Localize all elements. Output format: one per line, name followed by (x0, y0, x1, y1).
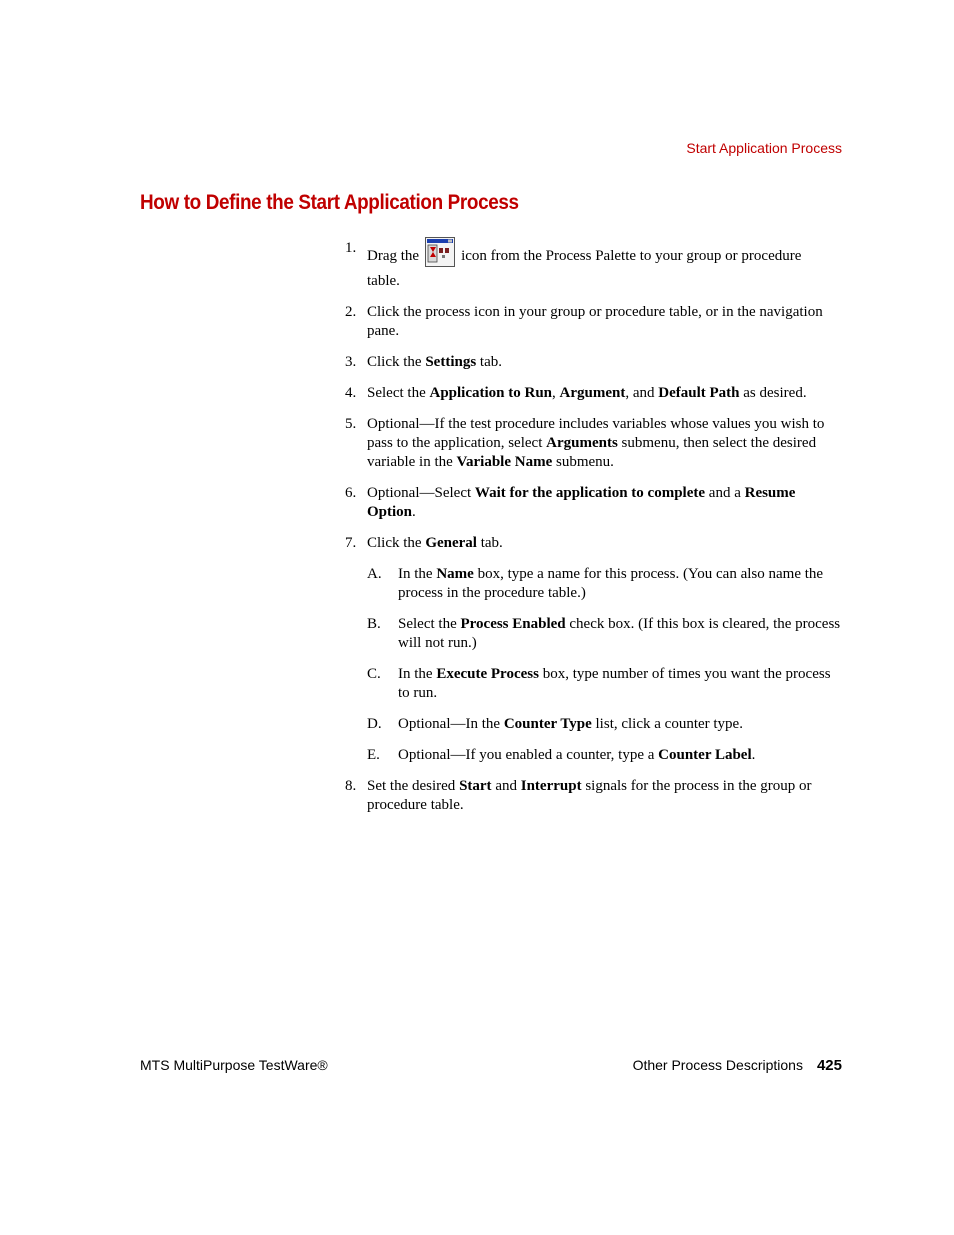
step-3 (345, 353, 845, 372)
section-heading: How to Define the Start Application Process (140, 191, 519, 214)
step-2 (345, 303, 845, 341)
step-text: icon from the Process Palette to your group or procedure (461, 248, 802, 264)
ui-term-arguments: Arguments (546, 435, 618, 451)
step-text: Click the (367, 535, 426, 551)
ui-term-process-enabled: Process Enabled (460, 616, 566, 632)
footer-chapter-title: Other Process Descriptions (632, 1057, 803, 1073)
ui-term-default-path: Default Path (658, 385, 740, 401)
substep-letter: E. (367, 747, 380, 763)
substeps (367, 565, 845, 765)
step-number: 7. (345, 535, 357, 551)
ui-term-counter-label: Counter Label (658, 747, 752, 763)
step-text: Click the (367, 354, 426, 370)
ui-term-counter-type: Counter Type (503, 716, 592, 732)
substep-e (367, 746, 845, 765)
step-text: Optional—If you enabled a counter, type a (398, 747, 659, 763)
substep-letter: B. (367, 616, 381, 632)
step-6 (345, 484, 845, 522)
footer-chapter (633, 1057, 842, 1074)
step-text: Drag the (367, 248, 420, 264)
step-number: 1. (345, 240, 357, 256)
ui-term-execute-process: Execute Process (436, 666, 539, 682)
ui-term-wait-for-application: Wait for the application to complete (474, 485, 706, 501)
step-number: 2. (345, 304, 357, 320)
step-text: Optional—Select (367, 485, 475, 501)
step-5 (345, 415, 845, 472)
step-text: Select the (398, 616, 461, 632)
step-text: and (491, 778, 521, 794)
ui-term-settings: Settings (425, 354, 477, 370)
substep-a (367, 565, 845, 603)
procedure-steps (345, 239, 845, 827)
step-text: In the (398, 566, 437, 582)
step-1 (345, 239, 845, 291)
substep-letter: A. (367, 566, 382, 582)
step-text: box, type a name for this process. (You can also name the process in the procedure table.) (398, 566, 824, 601)
step-text: Select the (367, 385, 430, 401)
ui-term-variable-name: Variable Name (456, 454, 553, 470)
step-text: . (412, 504, 416, 520)
step-text: and a (705, 485, 745, 501)
step-text: Optional—If the test procedure includes variables whose values you wish to pass to the application, select (367, 416, 825, 451)
running-head: Start Application Process (686, 140, 842, 156)
substep-c (367, 665, 845, 703)
step-number: 5. (345, 416, 357, 432)
step-text: Optional—In the (398, 716, 504, 732)
substep-d (367, 715, 845, 734)
step-text-continued: table. (367, 273, 400, 289)
step-text: tab. (476, 354, 502, 370)
ui-term-application-to-run: Application to Run (429, 385, 553, 401)
ui-term-name: Name (436, 566, 474, 582)
step-text: Set the desired (367, 778, 460, 794)
step-text: tab. (476, 535, 503, 551)
step-4 (345, 384, 845, 403)
ui-term-argument: Argument (559, 385, 626, 401)
step-text: list, click a counter type. (591, 716, 743, 732)
step-text: as desired. (739, 385, 807, 401)
step-text: box, type number of times you want the process to run. (398, 666, 831, 701)
step-text: submenu, then select the desired variable in the (367, 435, 817, 470)
step-number: 8. (345, 778, 357, 794)
step-text: In the (398, 666, 437, 682)
step-text: signals for the process in the group or procedure table. (367, 778, 812, 813)
step-text: . (751, 747, 756, 763)
footer-product-name: MTS MultiPurpose TestWare® (140, 1057, 328, 1073)
page-number: 425 (816, 1057, 842, 1074)
step-text: check box. (If this box is cleared, the process will not run.) (398, 616, 841, 651)
step-text: , (552, 385, 560, 401)
ui-term-resume-option: Resume Option (367, 485, 796, 520)
step-number: 3. (345, 354, 357, 370)
start-application-process-icon[interactable] (425, 237, 455, 267)
substep-letter: C. (367, 666, 381, 682)
step-number: 4. (345, 385, 357, 401)
step-8 (345, 777, 845, 815)
substep-b (367, 615, 845, 653)
step-text: submenu. (552, 454, 614, 470)
step-text: Click the process icon in your group or procedure table, or in the navigation pane. (367, 304, 823, 339)
step-7 (345, 534, 845, 765)
step-text: , and (625, 385, 659, 401)
step-number: 6. (345, 485, 357, 501)
ui-term-interrupt: Interrupt (520, 778, 582, 794)
substep-letter: D. (367, 716, 382, 732)
ui-term-start: Start (459, 778, 492, 794)
ui-term-general: General (425, 535, 477, 551)
